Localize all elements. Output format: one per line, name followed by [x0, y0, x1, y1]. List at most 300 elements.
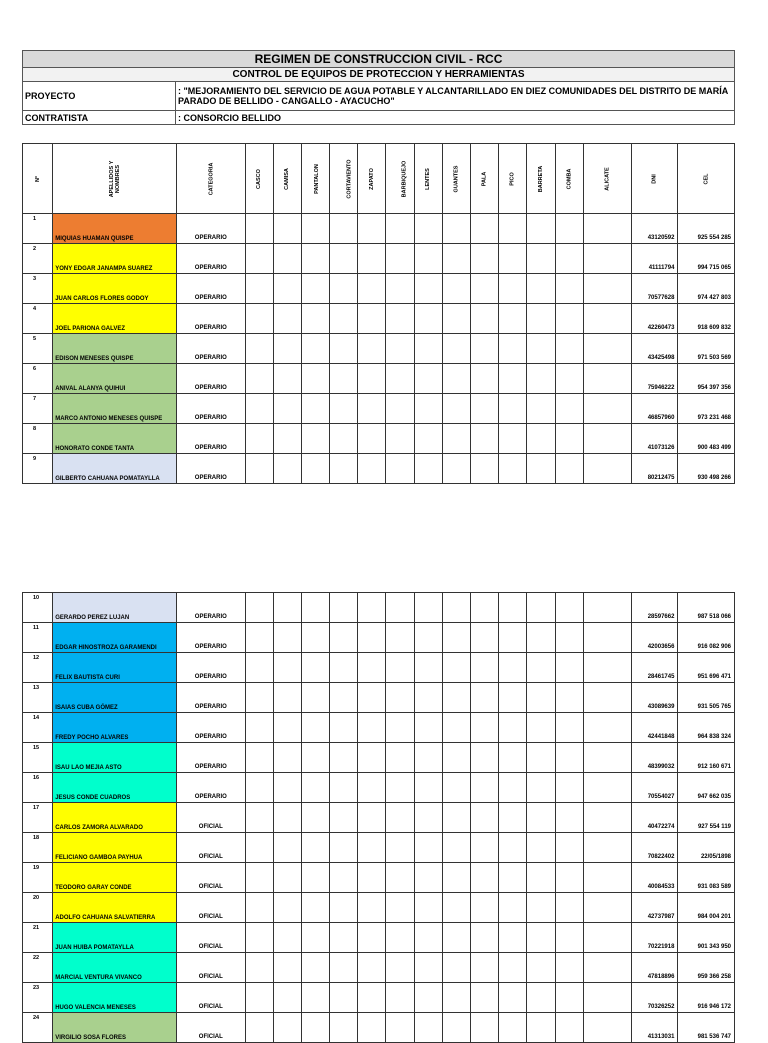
equipment-check-cell	[330, 244, 358, 274]
worker-category: OPERARIO	[177, 244, 245, 274]
equipment-check-cell	[386, 454, 414, 484]
equipment-check-cell	[442, 274, 470, 304]
worker-phone: 918 609 832	[678, 304, 735, 334]
worker-phone: 987 518 066	[678, 593, 735, 623]
worker-category: OFICIAL	[177, 953, 245, 983]
equipment-check-cell	[301, 623, 329, 653]
column-header-label: CEL	[703, 173, 710, 184]
column-header	[442, 144, 470, 214]
equipment-check-cell	[358, 953, 386, 983]
equipment-check-cell	[442, 424, 470, 454]
equipment-check-cell	[386, 983, 414, 1013]
equipment-check-cell	[583, 683, 631, 713]
worker-dni: 70326252	[632, 983, 678, 1013]
equipment-check-cell	[471, 713, 499, 743]
row-number: 9	[23, 454, 53, 484]
equipment-check-cell	[358, 983, 386, 1013]
equipment-check-cell	[555, 1013, 583, 1043]
equipment-check-cell	[442, 683, 470, 713]
equipment-check-cell	[358, 593, 386, 623]
equipment-check-cell	[273, 454, 301, 484]
equipment-check-cell	[273, 364, 301, 394]
equipment-check-cell	[414, 304, 442, 334]
worker-phone: 947 662 035	[678, 773, 735, 803]
equipment-check-cell	[471, 364, 499, 394]
equipment-check-cell	[442, 773, 470, 803]
worker-name: EDGAR HINOSTROZA GARAMENDI	[53, 623, 177, 653]
equipment-check-cell	[555, 364, 583, 394]
equipment-check-cell	[245, 923, 273, 953]
equipment-check-cell	[527, 983, 555, 1013]
equipment-check-cell	[527, 923, 555, 953]
worker-dni: 70822402	[632, 833, 678, 863]
equipment-check-cell	[499, 304, 527, 334]
equipment-check-cell	[358, 923, 386, 953]
equipment-check-cell	[273, 893, 301, 923]
worker-phone: 931 083 589	[678, 863, 735, 893]
equipment-check-cell	[273, 683, 301, 713]
equipment-check-cell	[386, 833, 414, 863]
equipment-check-cell	[414, 953, 442, 983]
equipment-check-cell	[301, 593, 329, 623]
equipment-check-cell	[386, 274, 414, 304]
column-header	[471, 144, 499, 214]
worker-name: CARLOS ZAMORA ALVARADO	[53, 803, 177, 833]
worker-name: JUAN HUIBA POMATAYLLA	[53, 923, 177, 953]
equipment-check-cell	[386, 593, 414, 623]
equipment-check-cell	[442, 334, 470, 364]
equipment-check-cell	[330, 1013, 358, 1043]
equipment-check-cell	[245, 244, 273, 274]
equipment-check-cell	[245, 983, 273, 1013]
equipment-check-cell	[386, 653, 414, 683]
equipment-check-cell	[527, 1013, 555, 1043]
worker-name: MARCIAL VENTURA VIVANCO	[53, 953, 177, 983]
equipment-check-cell	[330, 683, 358, 713]
equipment-check-cell	[386, 214, 414, 244]
table-row	[23, 773, 735, 803]
equipment-check-cell	[499, 593, 527, 623]
column-header-label: COMBA	[566, 168, 573, 189]
equipment-check-cell	[330, 454, 358, 484]
table-row	[23, 863, 735, 893]
worker-category: OFICIAL	[177, 1013, 245, 1043]
proyecto-label: PROYECTO	[23, 82, 176, 111]
equipment-check-cell	[499, 803, 527, 833]
row-number: 15	[23, 743, 53, 773]
equipment-check-cell	[245, 424, 273, 454]
table-row	[23, 953, 735, 983]
equipment-check-cell	[358, 244, 386, 274]
equipment-check-cell	[442, 1013, 470, 1043]
worker-name: JOEL PARIONA GALVEZ	[53, 304, 177, 334]
equipment-check-cell	[555, 713, 583, 743]
equipment-check-cell	[499, 893, 527, 923]
equipment-check-cell	[330, 394, 358, 424]
column-header	[177, 144, 245, 214]
table-row	[23, 593, 735, 623]
equipment-check-cell	[273, 713, 301, 743]
equipment-check-cell	[414, 863, 442, 893]
equipment-check-cell	[301, 743, 329, 773]
equipment-check-cell	[527, 893, 555, 923]
worker-category: OPERARIO	[177, 773, 245, 803]
equipment-check-cell	[527, 454, 555, 484]
worker-category: OPERARIO	[177, 274, 245, 304]
equipment-check-cell	[555, 623, 583, 653]
equipment-check-cell	[555, 334, 583, 364]
equipment-check-cell	[358, 803, 386, 833]
equipment-check-cell	[330, 334, 358, 364]
equipment-check-cell	[330, 304, 358, 334]
equipment-check-cell	[358, 334, 386, 364]
equipment-check-cell	[414, 713, 442, 743]
column-header-label: CORTAVIENTO	[346, 158, 353, 199]
worker-dni: 43425498	[632, 334, 678, 364]
column-header	[273, 144, 301, 214]
equipment-check-cell	[301, 893, 329, 923]
report-subtitle: CONTROL DE EQUIPOS DE PROTECCION Y HERRAMIENTAS	[23, 68, 735, 82]
equipment-check-cell	[358, 364, 386, 394]
worker-dni: 41313031	[632, 1013, 678, 1043]
report-title: REGIMEN DE CONSTRUCCION CIVIL - RCC	[23, 51, 735, 68]
equipment-check-cell	[301, 653, 329, 683]
worker-dni: 40472274	[632, 803, 678, 833]
equipment-check-cell	[583, 863, 631, 893]
equipment-check-cell	[273, 833, 301, 863]
equipment-check-cell	[527, 274, 555, 304]
equipment-check-cell	[471, 773, 499, 803]
equipment-check-cell	[245, 214, 273, 244]
equipment-check-cell	[555, 653, 583, 683]
equipment-check-cell	[527, 653, 555, 683]
equipment-check-cell	[414, 983, 442, 1013]
worker-name: FELICIANO GAMBOA PAYHUA	[53, 833, 177, 863]
table-row	[23, 334, 735, 364]
equipment-check-cell	[499, 394, 527, 424]
equipment-check-cell	[386, 863, 414, 893]
equipment-check-cell	[527, 773, 555, 803]
equipment-check-cell	[583, 304, 631, 334]
equipment-check-cell	[273, 653, 301, 683]
worker-dni: 43089639	[632, 683, 678, 713]
table-row	[23, 713, 735, 743]
equipment-check-cell	[386, 743, 414, 773]
worker-category: OPERARIO	[177, 683, 245, 713]
equipment-check-cell	[414, 454, 442, 484]
worker-dni: 70554027	[632, 773, 678, 803]
row-number: 16	[23, 773, 53, 803]
equipment-check-cell	[386, 623, 414, 653]
equipment-check-cell	[358, 1013, 386, 1043]
equipment-check-cell	[442, 983, 470, 1013]
table-row	[23, 833, 735, 863]
equipment-check-cell	[555, 454, 583, 484]
equipment-check-cell	[442, 833, 470, 863]
row-number: 23	[23, 983, 53, 1013]
worker-dni: 75946222	[632, 364, 678, 394]
equipment-check-cell	[245, 623, 273, 653]
equipment-check-cell	[442, 863, 470, 893]
equipment-check-cell	[583, 923, 631, 953]
equipment-check-cell	[555, 244, 583, 274]
equipment-check-cell	[358, 653, 386, 683]
table-row	[23, 1013, 735, 1043]
contratista-label: CONTRATISTA	[23, 111, 176, 125]
proyecto-value: : "MEJORAMIENTO DEL SERVICIO DE AGUA POTABLE Y ALCANTARILLADO EN DIEZ COMUNIDADES DEL DISTRITO DE MARÍA PARADO DE BELLIDO - CANGALLO - AYACUCHO"	[176, 82, 735, 111]
equipment-check-cell	[358, 743, 386, 773]
equipment-check-cell	[245, 274, 273, 304]
worker-name: GERARDO PEREZ LUJAN	[53, 593, 177, 623]
equipment-check-cell	[442, 304, 470, 334]
column-header-label: Nº	[34, 175, 41, 182]
equipment-check-cell	[301, 983, 329, 1013]
equipment-check-cell	[301, 923, 329, 953]
equipment-check-cell	[555, 953, 583, 983]
equipment-check-cell	[301, 274, 329, 304]
worker-phone: 931 505 765	[678, 683, 735, 713]
equipment-check-cell	[442, 713, 470, 743]
equipment-check-cell	[245, 773, 273, 803]
row-number: 24	[23, 1013, 53, 1043]
equipment-check-cell	[555, 773, 583, 803]
row-number: 22	[23, 953, 53, 983]
worker-dni: 28461745	[632, 653, 678, 683]
column-header-label: ZAPATO	[368, 167, 375, 190]
equipment-check-cell	[301, 683, 329, 713]
worker-dni: 80212475	[632, 454, 678, 484]
equipment-check-cell	[442, 244, 470, 274]
column-header	[23, 144, 53, 214]
equipment-check-cell	[273, 274, 301, 304]
equipment-check-cell	[414, 214, 442, 244]
equipment-check-cell	[555, 743, 583, 773]
equipment-check-cell	[414, 893, 442, 923]
worker-name: EDISON MENESES QUISPE	[53, 334, 177, 364]
equipment-check-cell	[583, 364, 631, 394]
equipment-check-cell	[583, 424, 631, 454]
equipment-check-cell	[527, 833, 555, 863]
equipment-check-cell	[583, 953, 631, 983]
equipment-check-cell	[386, 304, 414, 334]
equipment-check-cell	[330, 923, 358, 953]
equipment-check-cell	[442, 953, 470, 983]
equipment-check-cell	[471, 923, 499, 953]
column-header	[555, 144, 583, 214]
equipment-check-cell	[301, 953, 329, 983]
equipment-check-cell	[499, 923, 527, 953]
equipment-check-cell	[527, 683, 555, 713]
equipment-check-cell	[330, 424, 358, 454]
equipment-check-cell	[442, 394, 470, 424]
equipment-check-cell	[583, 593, 631, 623]
equipment-check-cell	[555, 274, 583, 304]
worker-phone: 901 343 950	[678, 923, 735, 953]
equipment-check-cell	[273, 1013, 301, 1043]
equipment-check-cell	[499, 773, 527, 803]
equipment-check-cell	[414, 743, 442, 773]
equipment-check-cell	[583, 893, 631, 923]
equipment-check-cell	[499, 623, 527, 653]
equipment-check-cell	[471, 593, 499, 623]
column-header-label: BARBIQUEJO	[401, 160, 408, 197]
equipment-check-cell	[442, 893, 470, 923]
equipment-check-cell	[358, 274, 386, 304]
worker-phone: 964 838 324	[678, 713, 735, 743]
equipment-check-cell	[527, 803, 555, 833]
equipment-check-cell	[330, 863, 358, 893]
equipment-check-cell	[386, 683, 414, 713]
equipment-check-cell	[527, 743, 555, 773]
equipment-check-cell	[273, 953, 301, 983]
equipment-check-cell	[301, 454, 329, 484]
equipment-check-cell	[471, 214, 499, 244]
equipment-check-cell	[386, 773, 414, 803]
equipment-check-cell	[527, 863, 555, 893]
worker-phone: 959 366 258	[678, 953, 735, 983]
equipment-check-cell	[414, 364, 442, 394]
equipment-check-cell	[245, 953, 273, 983]
worker-name: MARCO ANTONIO MENESES QUISPE	[53, 394, 177, 424]
equipment-check-cell	[583, 743, 631, 773]
equipment-check-cell	[442, 214, 470, 244]
worker-category: OFICIAL	[177, 833, 245, 863]
worker-category: OPERARIO	[177, 424, 245, 454]
equipment-check-cell	[583, 334, 631, 364]
column-header-label: PICO	[509, 171, 516, 186]
equipment-check-cell	[442, 623, 470, 653]
equipment-check-cell	[330, 593, 358, 623]
equipment-check-cell	[527, 394, 555, 424]
equipment-check-cell	[527, 244, 555, 274]
equipment-check-cell	[273, 334, 301, 364]
equipment-check-cell	[245, 1013, 273, 1043]
equipment-check-cell	[583, 653, 631, 683]
equipment-check-cell	[442, 454, 470, 484]
equipment-check-cell	[555, 923, 583, 953]
equipment-check-cell	[330, 983, 358, 1013]
equipment-check-cell	[301, 803, 329, 833]
equipment-check-cell	[330, 653, 358, 683]
equipment-check-cell	[499, 953, 527, 983]
equipment-check-cell	[358, 893, 386, 923]
equipment-check-cell	[273, 593, 301, 623]
equipment-check-cell	[301, 244, 329, 274]
worker-category: OFICIAL	[177, 893, 245, 923]
equipment-check-cell	[245, 304, 273, 334]
equipment-check-cell	[527, 593, 555, 623]
worker-name: ISAIAS CUBA GÓMEZ	[53, 683, 177, 713]
worker-category: OFICIAL	[177, 863, 245, 893]
equipment-check-cell	[471, 1013, 499, 1043]
worker-category: OPERARIO	[177, 394, 245, 424]
worker-name: HUGO VALENCIA MENESES	[53, 983, 177, 1013]
worker-phone: 22/05/1898	[678, 833, 735, 863]
equipment-check-cell	[386, 394, 414, 424]
equipment-check-cell	[527, 623, 555, 653]
column-header-label: APELLIDOS Y NOMBRES	[108, 160, 121, 197]
row-number: 13	[23, 683, 53, 713]
equipment-check-cell	[358, 214, 386, 244]
equipment-check-cell	[301, 713, 329, 743]
equipment-check-cell	[414, 833, 442, 863]
equipment-check-cell	[386, 424, 414, 454]
equipment-check-cell	[583, 274, 631, 304]
equipment-check-cell	[330, 713, 358, 743]
report-header	[22, 50, 735, 125]
equipment-check-cell	[527, 304, 555, 334]
column-header	[301, 144, 329, 214]
equipment-check-cell	[499, 653, 527, 683]
equipment-check-cell	[301, 863, 329, 893]
worker-name: ISAU LAO MEJIA ASTO	[53, 743, 177, 773]
row-number: 12	[23, 653, 53, 683]
equipment-check-cell	[301, 1013, 329, 1043]
equipment-check-cell	[358, 863, 386, 893]
equipment-check-cell	[245, 364, 273, 394]
equipment-check-cell	[301, 334, 329, 364]
worker-category: OPERARIO	[177, 713, 245, 743]
row-number: 4	[23, 304, 53, 334]
worker-phone: 981 536 747	[678, 1013, 735, 1043]
column-header	[245, 144, 273, 214]
equipment-check-cell	[273, 863, 301, 893]
worker-name: ANIVAL ALANYA QUIHUI	[53, 364, 177, 394]
equipment-check-cell	[583, 1013, 631, 1043]
equipment-check-cell	[583, 244, 631, 274]
column-header-label: BARRETA	[537, 165, 544, 192]
worker-phone: 984 004 201	[678, 893, 735, 923]
equipment-check-cell	[583, 394, 631, 424]
equipment-check-cell	[358, 623, 386, 653]
equipment-check-cell	[273, 923, 301, 953]
column-header	[583, 144, 631, 214]
equipment-check-cell	[245, 893, 273, 923]
equipment-check-cell	[386, 953, 414, 983]
equipment-check-cell	[471, 274, 499, 304]
equipment-check-cell	[273, 623, 301, 653]
equipment-check-cell	[583, 833, 631, 863]
equipment-check-cell	[583, 983, 631, 1013]
equipment-check-cell	[499, 244, 527, 274]
equipment-check-cell	[471, 743, 499, 773]
row-number: 20	[23, 893, 53, 923]
row-number: 18	[23, 833, 53, 863]
equipment-check-cell	[358, 713, 386, 743]
table-row	[23, 683, 735, 713]
table-row	[23, 803, 735, 833]
equipment-check-cell	[555, 304, 583, 334]
equipment-check-cell	[555, 394, 583, 424]
row-number: 14	[23, 713, 53, 743]
equipment-check-cell	[555, 593, 583, 623]
equipment-check-cell	[273, 743, 301, 773]
equipment-check-cell	[245, 593, 273, 623]
equipment-check-cell	[527, 713, 555, 743]
table-row	[23, 394, 735, 424]
equipment-check-cell	[386, 803, 414, 833]
equipment-check-cell	[471, 623, 499, 653]
row-number: 21	[23, 923, 53, 953]
equipment-check-cell	[245, 803, 273, 833]
worker-dni: 42003656	[632, 623, 678, 653]
equipment-check-cell	[386, 923, 414, 953]
worker-name: ADOLFO CAHUANA SALVATIERRA	[53, 893, 177, 923]
equipment-check-cell	[273, 214, 301, 244]
equipment-check-cell	[414, 653, 442, 683]
table-row	[23, 274, 735, 304]
column-header-label: CATEGORIA	[207, 162, 214, 195]
